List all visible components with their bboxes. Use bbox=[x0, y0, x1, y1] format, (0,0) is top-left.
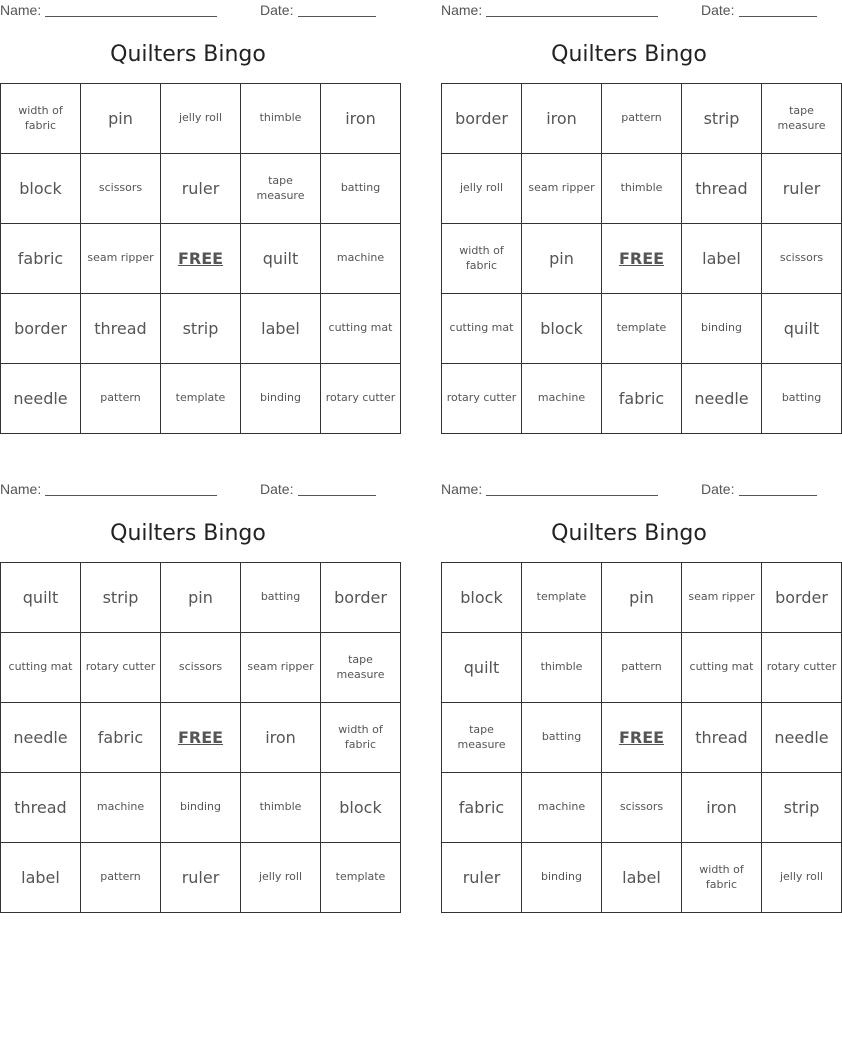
bingo-cell: rotary cutter bbox=[762, 633, 842, 703]
name-label: Name: bbox=[441, 481, 483, 497]
bingo-cell: thimble bbox=[602, 154, 682, 224]
bingo-cell: label bbox=[682, 224, 762, 294]
bingo-cell: strip bbox=[762, 773, 842, 843]
name-line bbox=[45, 2, 217, 17]
bingo-cell: tape measure bbox=[442, 703, 522, 773]
bingo-cell: thread bbox=[682, 154, 762, 224]
bingo-cell: seam ripper bbox=[241, 633, 321, 703]
bingo-card-1 bbox=[0, 0, 396, 432]
bingo-cell: thimble bbox=[241, 773, 321, 843]
date-line bbox=[298, 2, 376, 17]
name-label: Name: bbox=[0, 2, 42, 18]
bingo-cell: cutting mat bbox=[442, 294, 522, 364]
bingo-cell: seam ripper bbox=[682, 563, 762, 633]
bingo-cell: batting bbox=[321, 154, 401, 224]
free-space: FREE bbox=[602, 224, 682, 294]
bingo-cell: cutting mat bbox=[321, 294, 401, 364]
name-line bbox=[486, 2, 658, 17]
grid-row bbox=[442, 773, 842, 843]
bingo-cell: pin bbox=[602, 563, 682, 633]
bingo-cell: quilt bbox=[241, 224, 321, 294]
date-label: Date: bbox=[260, 481, 294, 497]
bingo-cell: needle bbox=[682, 364, 762, 434]
bingo-cell: jelly roll bbox=[442, 154, 522, 224]
bingo-cell: thread bbox=[81, 294, 161, 364]
bingo-cell: thimble bbox=[522, 633, 602, 703]
bingo-cell: label bbox=[1, 843, 81, 913]
bingo-cell: tape measure bbox=[762, 84, 842, 154]
bingo-cell: ruler bbox=[762, 154, 842, 224]
name-line bbox=[45, 481, 217, 496]
bingo-cell: machine bbox=[81, 773, 161, 843]
bingo-cell: width of fabric bbox=[682, 843, 762, 913]
bingo-cell: machine bbox=[522, 364, 602, 434]
bingo-cell: scissors bbox=[81, 154, 161, 224]
bingo-cell: pin bbox=[81, 84, 161, 154]
bingo-cell: rotary cutter bbox=[321, 364, 401, 434]
card-header bbox=[441, 479, 817, 501]
grid-row bbox=[442, 703, 842, 773]
bingo-cell: rotary cutter bbox=[442, 364, 522, 434]
bingo-grid bbox=[0, 83, 401, 434]
grid-row bbox=[1, 773, 401, 843]
bingo-cell: quilt bbox=[1, 563, 81, 633]
grid-row bbox=[1, 633, 401, 703]
bingo-cell: needle bbox=[762, 703, 842, 773]
date-line bbox=[739, 481, 817, 496]
bingo-cell: ruler bbox=[161, 154, 241, 224]
bingo-cell: tape measure bbox=[241, 154, 321, 224]
bingo-cell: template bbox=[522, 563, 602, 633]
card-title: Quilters Bingo bbox=[110, 42, 266, 67]
bingo-cell: template bbox=[602, 294, 682, 364]
bingo-cell: block bbox=[1, 154, 81, 224]
bingo-cell: cutting mat bbox=[1, 633, 81, 703]
bingo-cell: fabric bbox=[1, 224, 81, 294]
bingo-cell: label bbox=[602, 843, 682, 913]
bingo-cell: batting bbox=[762, 364, 842, 434]
bingo-cell: thread bbox=[1, 773, 81, 843]
bingo-cell: template bbox=[161, 364, 241, 434]
bingo-cell: quilt bbox=[442, 633, 522, 703]
bingo-cell: machine bbox=[522, 773, 602, 843]
bingo-grid bbox=[0, 562, 401, 913]
free-space: FREE bbox=[602, 703, 682, 773]
date-label: Date: bbox=[260, 2, 294, 18]
bingo-cell: jelly roll bbox=[762, 843, 842, 913]
free-space: FREE bbox=[161, 703, 241, 773]
grid-row bbox=[442, 563, 842, 633]
bingo-cell: strip bbox=[682, 84, 762, 154]
bingo-cell: pin bbox=[522, 224, 602, 294]
bingo-cell: pattern bbox=[81, 364, 161, 434]
bingo-cell: machine bbox=[321, 224, 401, 294]
bingo-cell: label bbox=[241, 294, 321, 364]
bingo-cell: cutting mat bbox=[682, 633, 762, 703]
bingo-cell: scissors bbox=[161, 633, 241, 703]
grid-row bbox=[442, 843, 842, 913]
bingo-cell: width of fabric bbox=[1, 84, 81, 154]
bingo-cell: block bbox=[321, 773, 401, 843]
bingo-cell: width of fabric bbox=[442, 224, 522, 294]
bingo-cell: scissors bbox=[762, 224, 842, 294]
grid-row bbox=[1, 224, 401, 294]
bingo-cell: ruler bbox=[442, 843, 522, 913]
grid-row bbox=[1, 563, 401, 633]
date-line bbox=[739, 2, 817, 17]
bingo-cell: seam ripper bbox=[522, 154, 602, 224]
bingo-cell: fabric bbox=[81, 703, 161, 773]
bingo-cell: iron bbox=[682, 773, 762, 843]
card-title: Quilters Bingo bbox=[110, 521, 266, 546]
bingo-cell: scissors bbox=[602, 773, 682, 843]
bingo-cell: pattern bbox=[81, 843, 161, 913]
bingo-cell: rotary cutter bbox=[81, 633, 161, 703]
card-header bbox=[441, 0, 817, 22]
bingo-cell: batting bbox=[241, 563, 321, 633]
grid-row bbox=[442, 294, 842, 364]
bingo-cell: fabric bbox=[602, 364, 682, 434]
grid-row bbox=[1, 843, 401, 913]
bingo-cell: binding bbox=[682, 294, 762, 364]
bingo-cell: border bbox=[762, 563, 842, 633]
grid-row bbox=[442, 84, 842, 154]
date-line bbox=[298, 481, 376, 496]
bingo-cell: quilt bbox=[762, 294, 842, 364]
bingo-cell: binding bbox=[522, 843, 602, 913]
bingo-cell: needle bbox=[1, 364, 81, 434]
grid-row bbox=[1, 84, 401, 154]
bingo-card-3 bbox=[0, 479, 387, 911]
name-label: Name: bbox=[0, 481, 42, 497]
grid-row bbox=[1, 294, 401, 364]
grid-row bbox=[442, 154, 842, 224]
grid-row bbox=[1, 703, 401, 773]
bingo-cell: border bbox=[1, 294, 81, 364]
bingo-cell: pattern bbox=[602, 633, 682, 703]
bingo-cell: pin bbox=[161, 563, 241, 633]
grid-row bbox=[442, 364, 842, 434]
bingo-cell: tape measure bbox=[321, 633, 401, 703]
grid-row bbox=[442, 224, 842, 294]
bingo-cell: strip bbox=[161, 294, 241, 364]
bingo-cell: block bbox=[442, 563, 522, 633]
grid-row bbox=[442, 633, 842, 703]
bingo-cell: binding bbox=[241, 364, 321, 434]
grid-row bbox=[1, 364, 401, 434]
name-line bbox=[486, 481, 658, 496]
grid-row bbox=[1, 154, 401, 224]
bingo-cell: thimble bbox=[241, 84, 321, 154]
bingo-cell: border bbox=[321, 563, 401, 633]
bingo-cell: iron bbox=[522, 84, 602, 154]
bingo-cell: iron bbox=[321, 84, 401, 154]
name-label: Name: bbox=[441, 2, 483, 18]
bingo-card-4 bbox=[441, 479, 837, 911]
bingo-grid bbox=[441, 562, 842, 913]
card-title: Quilters Bingo bbox=[551, 521, 707, 546]
bingo-cell: binding bbox=[161, 773, 241, 843]
bingo-cell: batting bbox=[522, 703, 602, 773]
bingo-cell: seam ripper bbox=[81, 224, 161, 294]
bingo-cell: jelly roll bbox=[161, 84, 241, 154]
bingo-cell: fabric bbox=[442, 773, 522, 843]
free-space: FREE bbox=[161, 224, 241, 294]
date-label: Date: bbox=[701, 2, 735, 18]
bingo-cell: jelly roll bbox=[241, 843, 321, 913]
card-header bbox=[0, 0, 376, 22]
bingo-grid bbox=[441, 83, 842, 434]
bingo-cell: block bbox=[522, 294, 602, 364]
bingo-cell: needle bbox=[1, 703, 81, 773]
bingo-cell: width of fabric bbox=[321, 703, 401, 773]
card-title: Quilters Bingo bbox=[551, 42, 707, 67]
bingo-cell: ruler bbox=[161, 843, 241, 913]
date-label: Date: bbox=[701, 481, 735, 497]
bingo-cell: strip bbox=[81, 563, 161, 633]
bingo-cell: border bbox=[442, 84, 522, 154]
card-header bbox=[0, 479, 376, 501]
bingo-cell: iron bbox=[241, 703, 321, 773]
bingo-cell: thread bbox=[682, 703, 762, 773]
bingo-cell: pattern bbox=[602, 84, 682, 154]
bingo-card-2 bbox=[441, 0, 826, 432]
bingo-cell: template bbox=[321, 843, 401, 913]
